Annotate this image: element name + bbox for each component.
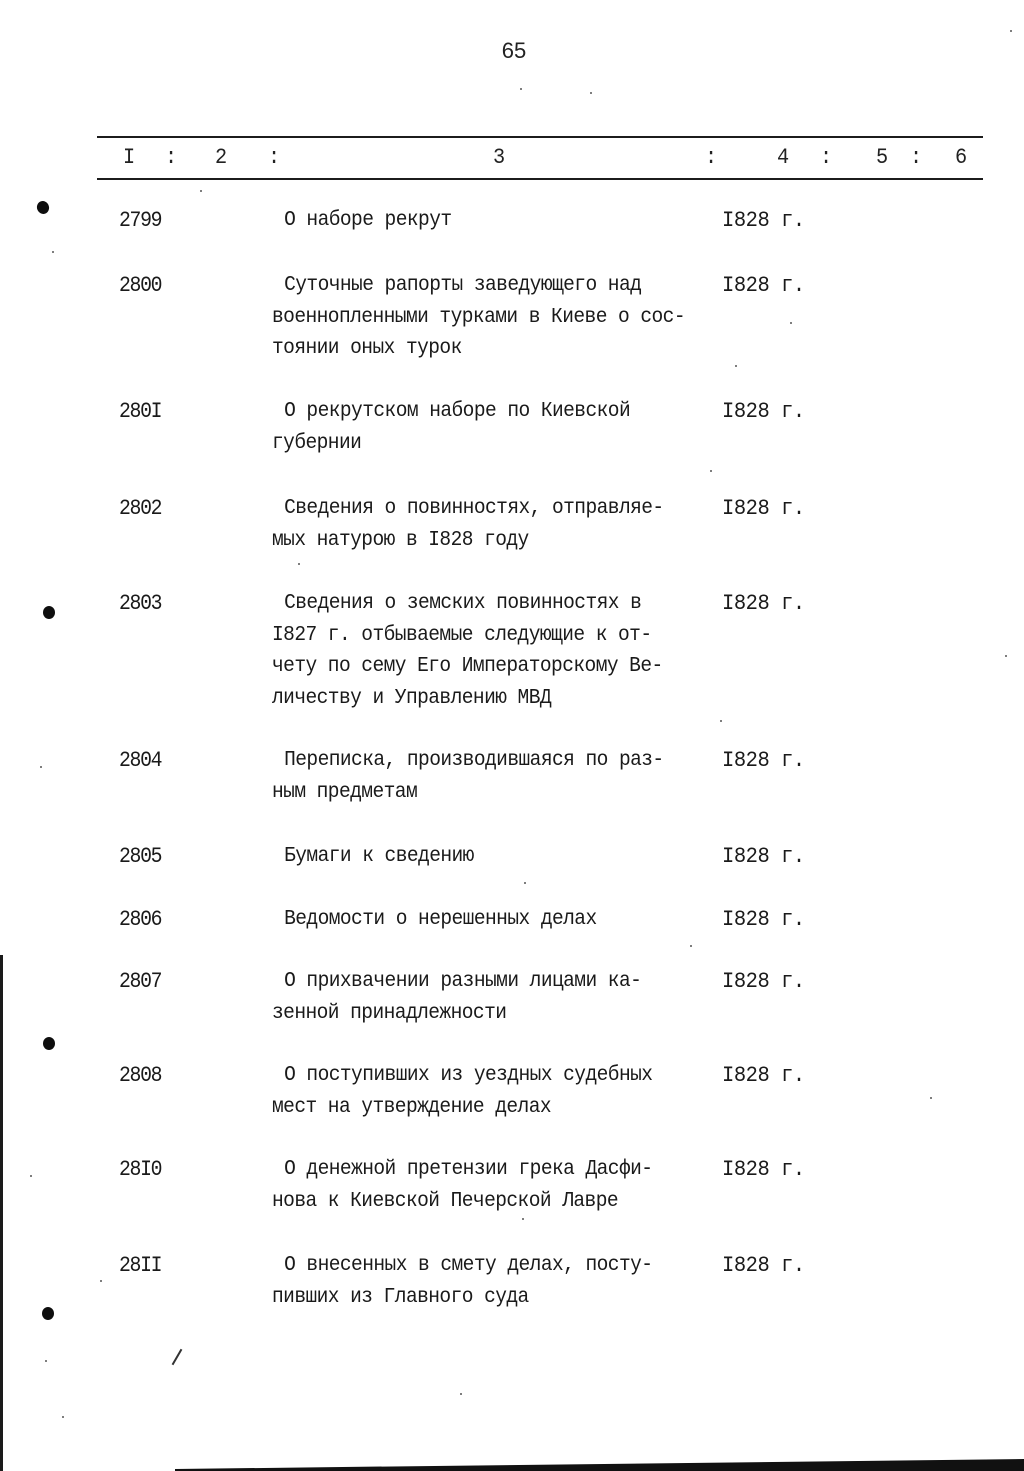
description-line: личеству и Управлению МВД	[272, 686, 552, 710]
file-number: 2799	[119, 208, 162, 233]
description-line: О внесенных в смету делах, посту-	[284, 1254, 653, 1277]
page-number: 65	[501, 38, 527, 63]
description-line: Переписка, производившаяся по раз-	[284, 749, 664, 772]
description-line: Сведения о земских повинностях в	[284, 592, 642, 615]
file-year: I828 г.	[722, 969, 805, 994]
scan-speck	[720, 720, 722, 722]
file-number: 2805	[119, 844, 162, 869]
description-line: чету по сему Его Императорскому Ве-	[272, 655, 663, 678]
scan-speck	[524, 882, 526, 884]
header-rule-top	[97, 136, 983, 138]
column-separator: :	[910, 145, 923, 170]
file-number: 2806	[119, 907, 162, 932]
scan-speck	[298, 563, 300, 565]
column-header-2: 2	[215, 145, 228, 170]
scan-speck	[735, 365, 737, 367]
description-line: мых натурою в I828 году	[272, 528, 529, 552]
scan-speck	[45, 1360, 47, 1362]
description-line: Ведомости о нерешенных делах	[284, 908, 597, 931]
scan-speck	[790, 322, 792, 324]
file-number: 28II	[119, 1253, 162, 1278]
scan-speck	[522, 1218, 524, 1220]
file-year: I828 г.	[722, 748, 805, 773]
description-line: зенной принадлежности	[272, 1001, 507, 1025]
scan-speck	[62, 1416, 64, 1418]
column-header-4: 4	[777, 145, 790, 170]
description-line: мест на утверждение делах	[272, 1095, 552, 1119]
description-line: губернии	[272, 431, 362, 455]
file-description	[272, 1154, 742, 1217]
file-year: I828 г.	[722, 1253, 805, 1278]
description-line: ным предметам	[272, 780, 418, 804]
file-number: 2807	[119, 969, 162, 994]
scan-speck	[590, 92, 592, 94]
file-description	[272, 841, 742, 873]
description-line: военнопленными турками в Киеве о сос-	[272, 305, 685, 329]
column-header-5: 5	[876, 145, 889, 170]
file-year: I828 г.	[722, 399, 805, 424]
file-description	[272, 745, 742, 808]
file-description	[272, 904, 742, 936]
column-header-3: 3	[493, 145, 506, 170]
description-line: тоянии оных турок	[272, 337, 462, 360]
description-line: I827 г. отбываемые следующие к от-	[272, 623, 652, 647]
file-number: 2800	[119, 273, 162, 298]
header-rule-bottom	[97, 178, 983, 180]
column-header-6: 6	[955, 145, 968, 170]
file-year: I828 г.	[722, 1063, 805, 1088]
file-number: 2808	[119, 1063, 162, 1088]
scan-speck	[52, 251, 54, 253]
scan-speck	[1010, 30, 1012, 32]
description-line: О прихвачении разными лицами ка-	[284, 970, 642, 993]
file-number: 2803	[119, 591, 162, 616]
description-line: пивших из Главного суда	[272, 1285, 529, 1309]
file-year: I828 г.	[722, 907, 805, 932]
file-number: 2804	[119, 748, 162, 773]
file-year: I828 г.	[722, 273, 805, 298]
file-description	[272, 270, 742, 365]
column-separator: :	[165, 145, 178, 170]
file-year: I828 г.	[722, 591, 805, 616]
file-number: 280I	[119, 399, 162, 424]
scan-speck	[200, 190, 202, 192]
column-header-1: I	[123, 145, 136, 170]
file-description	[272, 396, 742, 459]
scan-speck	[40, 766, 42, 768]
punch-hole	[43, 1037, 55, 1050]
description-line: Суточные рапорты заведующего над	[284, 274, 642, 297]
file-year: I828 г.	[722, 844, 805, 869]
file-year: I828 г.	[722, 208, 805, 233]
scan-speck	[460, 1393, 462, 1395]
column-separator: :	[268, 145, 281, 170]
description-line: О денежной претензии грека Дасфи-	[284, 1158, 653, 1181]
description-line: О наборе рекрут	[284, 209, 452, 232]
file-description	[272, 493, 742, 556]
scan-speck	[520, 88, 522, 90]
file-number: 2802	[119, 496, 162, 521]
description-line: Сведения о повинностях, отправляе-	[284, 497, 664, 520]
description-line: О поступивших из уездных судебных	[284, 1064, 653, 1087]
scan-speck	[30, 1175, 32, 1177]
scan-speck	[100, 1280, 102, 1282]
file-description	[272, 588, 742, 714]
scan-speck	[690, 945, 692, 947]
file-description	[272, 1060, 742, 1123]
column-separator: :	[820, 145, 833, 170]
punch-hole	[42, 1307, 54, 1320]
scan-left-edge	[0, 955, 3, 1471]
scan-speck	[710, 470, 712, 472]
description-line: Бумаги к сведению	[284, 845, 474, 868]
file-description	[272, 966, 742, 1029]
file-description	[272, 205, 742, 237]
description-line: нова к Киевской Печерской Лавре	[272, 1189, 619, 1213]
pen-mark	[172, 1349, 183, 1366]
file-number: 28I0	[119, 1157, 162, 1182]
description-line: О рекрутском наборе по Киевской	[284, 400, 631, 423]
scan-speck	[1005, 655, 1007, 657]
column-separator: :	[705, 145, 718, 170]
punch-hole	[35, 199, 51, 215]
file-year: I828 г.	[722, 496, 805, 521]
scan-speck	[930, 1097, 932, 1099]
punch-hole	[43, 606, 55, 619]
file-description	[272, 1250, 742, 1313]
file-year: I828 г.	[722, 1157, 805, 1182]
